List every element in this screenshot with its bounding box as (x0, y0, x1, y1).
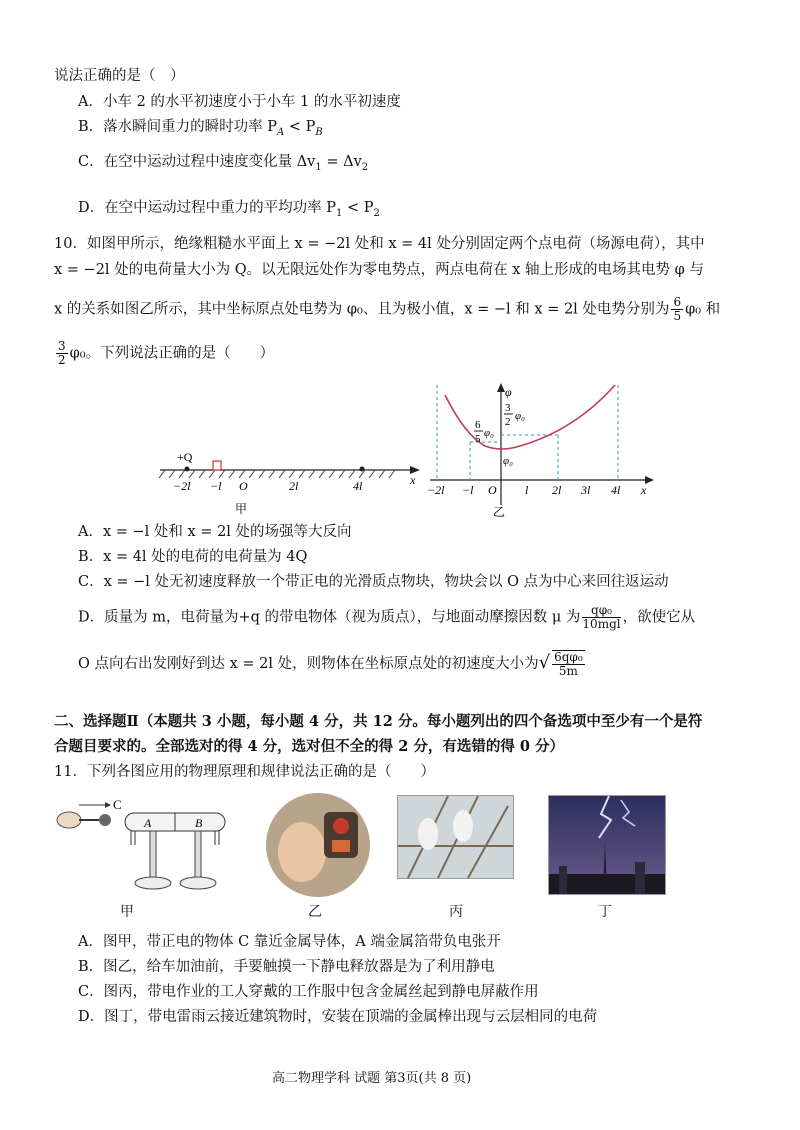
caption: 乙 (493, 505, 506, 519)
q10-option-d-line1: D．质量为 m，电荷量为+q 的带电物体（视为质点），与地面动摩擦因数 μ 为 $\frac{\text{qφ₀}}{\text{10mgl}}$ ，欲使它从 (78, 603, 696, 631)
hand-icon (57, 812, 81, 828)
tick-label: 2l (289, 479, 299, 493)
q11-option-b: B．图乙，给车加油前，手要触摸一下静电释放器是为了利用静电 (78, 959, 495, 975)
frac-b-num: 6 (475, 419, 481, 431)
q9-option-d: D．在空中运动过程中重力的平均功率 $P_1 < P_2$ (78, 200, 380, 219)
q10-option-b: B．x = 4l 处的电荷的电荷量为 4Q (78, 549, 308, 565)
section2-line2: 合题目要求的。全部选对的得 4 分，选对但不全的得 2 分，有选错的得 0 分） (54, 738, 565, 755)
caption-ding: 丁 (598, 904, 612, 920)
tick-label: −l (462, 483, 474, 497)
charge-label: +Q (177, 450, 193, 464)
potential-curve (445, 385, 615, 449)
page-footer: 高二物理学科 试题 第3页(共 8 页) (272, 1071, 472, 1086)
charge-4l-dot (360, 467, 365, 472)
caption: 甲 (235, 502, 248, 516)
phi0-label: φ₀ (503, 455, 513, 467)
tick-label: 4l (611, 483, 621, 497)
tick-label: −2l (427, 483, 445, 497)
phi-axis-label: φ (505, 385, 512, 399)
frac-a-den: 2 (505, 416, 511, 428)
block-icon (213, 461, 221, 470)
photo-ding (548, 795, 666, 895)
frac-b-den: 5 (475, 433, 481, 445)
tick-label: 4l (353, 479, 363, 493)
q10-option-a: A．x = −l 处和 x = 2l 处的场强等大反向 (78, 524, 352, 540)
phi0-label: φ₀ (515, 410, 525, 422)
worker-icon (418, 818, 438, 850)
figure-yi (425, 380, 655, 520)
q9-option-a: A．小车 2 的水平初速度小于小车 1 的水平初速度 (78, 94, 401, 110)
charged-ball-icon (99, 814, 111, 826)
q10-line1: 10．如图甲所示，绝缘粗糙水平面上 x = −2l 处和 x = 4l 处分别固定两个点电荷（场源电荷），其中 (54, 236, 705, 252)
tick-label: l (525, 483, 529, 497)
worker-icon (453, 810, 473, 842)
q10-line3: x 的关系如图乙所示，其中坐标原点处电势为 φ₀、且为极小值，x = −l 和 x = 2l 处电势分别为 $\frac{6}{5}$ φ₀ 和 (54, 295, 721, 323)
tick-label: −2l (173, 479, 191, 493)
q11-option-a: A．图甲，带正电的物体 C 靠近金属导体，A 端金属箔带负电张开 (78, 934, 501, 950)
label-a: A (144, 816, 152, 830)
label-c: C (113, 797, 122, 812)
q9-stem-tail: 说法正确的是（ ） (54, 68, 185, 84)
photo-bing (397, 795, 514, 879)
frac-a-num: 3 (505, 402, 511, 414)
hand-photo-icon (278, 822, 326, 882)
q9-option-c: C．在空中运动过程中速度变化量 $\Delta v_1 = \Delta v_2$ (78, 154, 369, 173)
charge-plus-q-dot (185, 467, 190, 472)
q11-option-c: C．图丙，带电作业的工人穿戴的工作服中包含金属丝起到静电屏蔽作用 (78, 984, 539, 1000)
tick-label: 3l (581, 483, 591, 497)
q10-line2: x = −2l 处的电荷量大小为 Q。以无限远处作为零电势点，两点电荷在 x 轴上形成的电场其电势 φ 与 (54, 262, 704, 278)
caption-yi: 乙 (308, 904, 322, 920)
figure-q11-jia (55, 795, 235, 900)
section2-line1: 二、选择题Ⅱ（本题共 3 小题，每小题 4 分，共 12 分。每小题列出的四个备选项中至少有一个是符 (54, 713, 703, 730)
q11-option-d: D．图丁，带电雷雨云接近建筑物时，安装在顶端的金属棒出现与云层相同的电荷 (78, 1009, 598, 1025)
photo-yi (262, 792, 374, 898)
q9-option-b: B．落水瞬间重力的瞬时功率 $P_A < P_B$ (78, 119, 323, 138)
tick-label: O (488, 483, 497, 497)
caption-jia: 甲 (120, 904, 134, 920)
tick-label: O (239, 479, 248, 493)
axis-label: x (641, 483, 647, 497)
label-b: B (195, 816, 203, 830)
tick-label: 2l (552, 483, 562, 497)
axis-label: x (410, 473, 416, 487)
q11-stem: 11．下列各图应用的物理原理和规律说法正确的是（ ） (54, 764, 435, 780)
q10-line4: $\frac{3}{2}$ φ₀。下列说法正确的是（ ） (58, 339, 275, 367)
phi0-label: φ₀ (484, 427, 494, 439)
q10-option-d-line2: O 点向右出发刚好到达 x = 2l 处，则物体在坐标原点处的初速度大小为√ $\frac{\text{6qφ₀}}{5m}$ (78, 650, 583, 678)
figure-jia (155, 448, 430, 523)
tick-label: −l (210, 479, 222, 493)
q10-option-c: C．x = −l 处无初速度释放一个带正电的光滑质点物块，物块会以 O 点为中心来回往返运动 (78, 574, 669, 590)
caption-bing: 丙 (449, 904, 463, 920)
